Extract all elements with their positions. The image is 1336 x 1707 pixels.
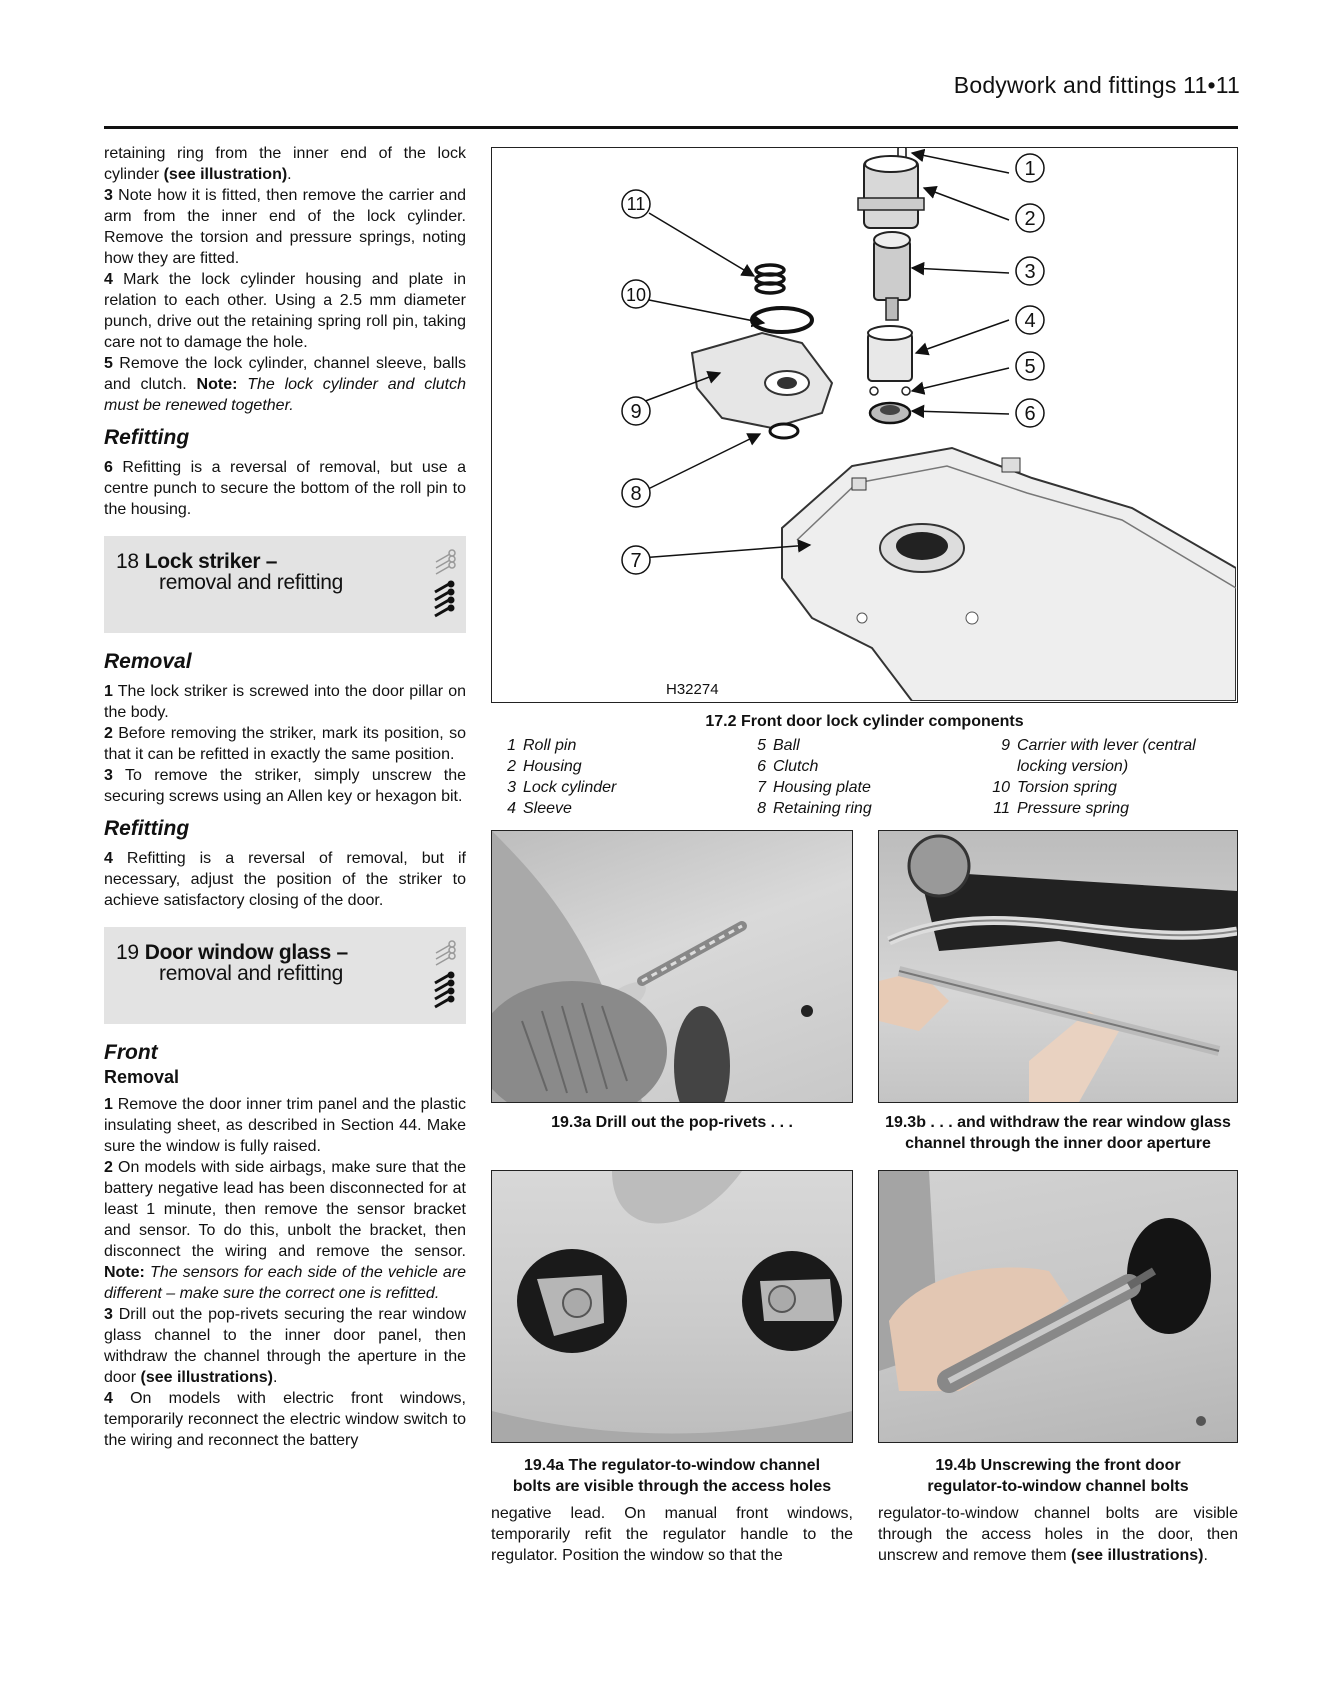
step-number: 3: [104, 767, 113, 784]
step-number: 2: [104, 725, 113, 742]
figure-code: H32274: [666, 681, 719, 698]
photo-19-4b-caption: [878, 1455, 1238, 1497]
step-text: On models with side airbags, make sure that the battery negative lead has been disconnected for at least 1 minute, then remove the sensor bracket and sensor. To do this, unbolt the bracket, then disconnect the wiring and remove the sensor.: [104, 1159, 466, 1260]
subheading-refitting: Refitting: [104, 426, 190, 449]
step-number: 1: [104, 683, 113, 700]
s18-step-2: [104, 723, 466, 765]
difficulty-wrench-icon: [432, 939, 458, 1013]
step-number: 3: [104, 1306, 113, 1323]
photo-19-4a-caption: [491, 1455, 853, 1497]
caption-line: 19.4a The regulator-to-window channel: [523, 1457, 821, 1474]
middle-column-text: [491, 1503, 853, 1566]
header-rule: [104, 126, 1238, 129]
housing-plate-shape: [782, 448, 1236, 701]
section-subtitle: removal and refitting: [159, 962, 343, 985]
callout-7: [622, 546, 650, 574]
callout-2: [1016, 204, 1044, 232]
svg-text:9: 9: [630, 401, 642, 423]
photo-19-3b-caption: [878, 1112, 1238, 1154]
step-5: [104, 353, 466, 416]
step-text: Mark the lock cylinder housing and plate in relation to each other. Using a 2.5 mm diameter punch, drive out the retaining spring roll pin, taking care not to damage the hole.: [104, 271, 466, 351]
step-number: 4: [104, 850, 113, 867]
svg-text:1: 1: [1024, 158, 1036, 180]
step-number: 4: [104, 271, 113, 288]
subheading-removal-front: Removal: [104, 1067, 180, 1087]
caption-line: regulator-to-window channel bolts: [927, 1478, 1189, 1495]
callout-4: [1016, 306, 1044, 334]
step-3: [104, 185, 466, 269]
step-number: 6: [104, 459, 113, 476]
s18-step-1: [104, 681, 466, 723]
svg-text:4: 4: [1024, 310, 1036, 332]
legend-column-1: 1 Roll pin 2 Housing 3 Lock cylinder 4 Sleeve: [507, 737, 617, 817]
page-header-title: Bodywork and fittings 11•11: [953, 72, 1240, 98]
ref-text: (see illustrations): [1070, 1547, 1204, 1564]
lock-cylinder-exploded-diagram: [491, 147, 1238, 703]
svg-text:8: 8: [630, 483, 642, 505]
step-text: Before removing the striker, mark its position, so that it can be refitted in exactly the same position.: [104, 725, 466, 763]
caption-line: 19.3b . . . and withdraw the rear window glass: [885, 1114, 1231, 1131]
exploded-view-drawing: [492, 148, 1236, 701]
section-19-header: [104, 927, 466, 1024]
step-number: 1: [104, 1096, 113, 1113]
note-text: The sensors for each side of the vehicle are different – make sure the correct one is refitted.: [104, 1264, 467, 1302]
section-title-line: [116, 942, 466, 963]
paragraph-text: regulator-to-window channel bolts are visible through the access holes in the door, then unscrew and remove them: [878, 1505, 1238, 1564]
intro-end: .: [287, 166, 292, 183]
callout-11: [622, 190, 650, 218]
step-text: Drill out the pop-rivets securing the rear window glass channel to the inner door panel, then withdraw the channel through the aperture in the door: [104, 1306, 466, 1386]
left-column: [104, 143, 466, 1451]
section-title: Lock striker –: [144, 550, 278, 573]
step-text: Refitting is a reversal of removal, but if necessary, adjust the position of the striker to achieve satisfactory closing of the door.: [104, 850, 466, 909]
step-4: [104, 269, 466, 353]
continued-paragraph: [878, 1503, 1238, 1566]
callout-5: [1016, 352, 1044, 380]
callout-6: [1016, 399, 1044, 427]
caption-line: 19.4b Unscrewing the front door: [935, 1457, 1181, 1474]
ref-end: .: [272, 1369, 278, 1386]
carrier-shape: [692, 333, 832, 428]
svg-text:10: 10: [625, 285, 647, 305]
s18-step-4: [104, 848, 466, 911]
intro-ref: (see illustration): [163, 166, 288, 183]
right-column-text: [878, 1503, 1238, 1566]
callout-10: [622, 280, 650, 308]
step-text: Remove the lock cylinder, channel sleeve, balls and clutch.: [104, 355, 466, 393]
step-6: [104, 457, 466, 520]
step-text: The lock striker is screwed into the door pillar on the body.: [104, 683, 466, 721]
section-title-line: [116, 551, 466, 572]
svg-text:2: 2: [1024, 208, 1036, 230]
s18-step-3: [104, 765, 466, 807]
svg-text:5: 5: [1024, 356, 1036, 378]
section-number: 19: [116, 941, 139, 964]
svg-text:6: 6: [1024, 403, 1036, 425]
svg-text:3: 3: [1024, 261, 1036, 283]
caption-line: channel through the inner door aperture: [905, 1135, 1211, 1152]
svg-text:11: 11: [626, 194, 646, 214]
s19-step-2: [104, 1157, 466, 1304]
note-label: Note:: [196, 376, 238, 393]
legend-column-2: 5 Ball 6 Clutch 7 Housing plate 8 Retaining ring: [757, 737, 872, 817]
ref-text: (see illustrations): [140, 1369, 273, 1386]
subheading-removal: Removal: [104, 650, 192, 673]
s19-step-4: [104, 1388, 466, 1451]
continued-paragraph: negative lead. On manual front windows, temporarily refit the regulator handle to the regulator. Position the window so that the: [491, 1505, 853, 1564]
difficulty-wrench-icon: [432, 548, 458, 622]
section-subtitle: removal and refitting: [159, 571, 343, 594]
step-text: Refitting is a reversal of removal, but use a centre punch to secure the bottom of the roll pin to the housing.: [104, 459, 467, 518]
figure-17-2-caption: 17.2 Front door lock cylinder components: [705, 713, 1024, 730]
callout-3: [1016, 257, 1044, 285]
step-number: 2: [104, 1159, 113, 1176]
photo-19-4b-unscrewing: [878, 1170, 1238, 1443]
intro-paragraph: [104, 143, 466, 185]
step-text: To remove the striker, simply unscrew the securing screws using an Allen key or hexagon bit.: [104, 767, 467, 805]
photo-19-3a-caption: 19.3a Drill out the pop-rivets . . .: [551, 1114, 793, 1131]
callout-8: [622, 479, 650, 507]
section-number: 18: [116, 550, 139, 573]
section-title: Door window glass –: [144, 941, 348, 964]
step-number: 4: [104, 1390, 113, 1407]
legend-column-3: 9 Carrier with lever (central locking version) 10 Torsion spring 11 Pressure spring: [992, 737, 1196, 817]
callout-9: [622, 397, 650, 425]
s19-step-3: [104, 1304, 466, 1388]
photo-19-3a-drilling: [491, 830, 853, 1103]
intro-text: retaining ring from the inner end of the lock cylinder: [104, 145, 466, 183]
ref-end: .: [1203, 1547, 1208, 1564]
s19-step-1: [104, 1094, 466, 1157]
step-text: Remove the door inner trim panel and the plastic insulating sheet, as described in Section 44. Make sure the window is fully raised.: [104, 1096, 466, 1155]
subheading-front: Front: [104, 1041, 158, 1064]
callout-1: [1016, 154, 1044, 182]
section-18-header: [104, 536, 466, 633]
subheading-refitting: Refitting: [104, 817, 190, 840]
caption-line: bolts are visible through the access holes: [512, 1478, 832, 1495]
photo-19-3b-channel: [878, 830, 1238, 1103]
step-number: 3: [104, 187, 113, 204]
step-text: On models with electric front windows, temporarily reconnect the electric window switch to the wiring and reconnect the battery: [104, 1390, 466, 1449]
photo-19-4a-access-holes: [491, 1170, 853, 1443]
step-number: 5: [104, 355, 113, 372]
note-text: The lock cylinder and clutch must be renewed together.: [104, 376, 467, 414]
step-text: Note how it is fitted, then remove the carrier and arm from the inner end of the lock cylinder. Remove the torsion and pressure springs, noting how they are fitted.: [104, 187, 466, 267]
note-label: Note:: [104, 1264, 145, 1281]
svg-text:7: 7: [630, 550, 642, 572]
